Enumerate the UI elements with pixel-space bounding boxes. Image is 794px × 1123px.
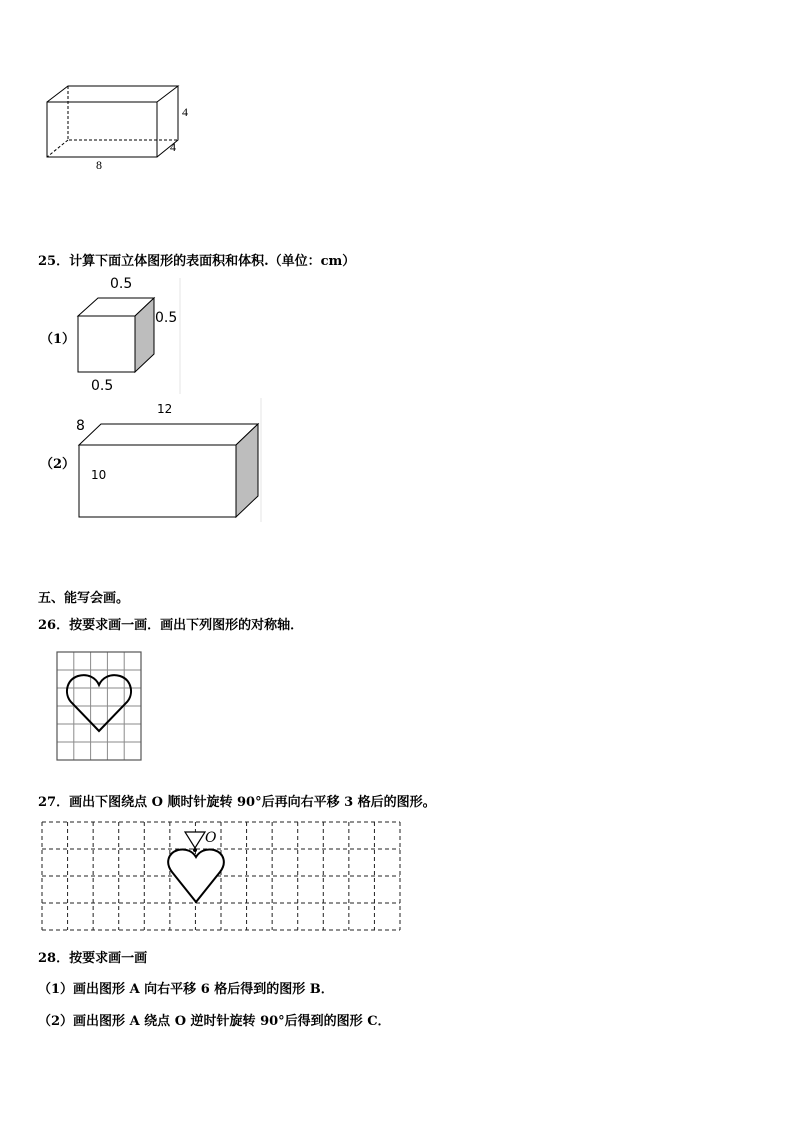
- cube-top-label: 0.5: [110, 276, 133, 292]
- question-26-title: 26．按要求画一画．画出下列图形的对称轴．: [38, 618, 304, 633]
- pivot-triangle-marker: [185, 832, 205, 848]
- cube-bottom-label: 0.5: [91, 378, 114, 394]
- heart-shape-rotate: [168, 849, 224, 902]
- section-5-title: 五、能写会画。: [38, 591, 130, 606]
- dashed-grid: [42, 822, 400, 930]
- prism-depth-label: 8: [76, 418, 85, 434]
- cuboid-length-label: 8: [96, 158, 102, 172]
- question-27-title: 27．画出下图绕点 O 顺时针旋转 90°后再向右平移 3 格后的图形。: [38, 795, 436, 810]
- prism-height-label: 10: [91, 468, 107, 482]
- prism-length-label: 12: [157, 402, 173, 416]
- question-28-title: 28．按要求画一画: [38, 951, 148, 966]
- q25-part1-marker: （1）: [40, 332, 76, 347]
- question-28-item-1: （1）画出图形 A 向右平移 6 格后得到的图形 B．: [38, 982, 334, 997]
- cuboid-depth-label: 4: [170, 140, 176, 154]
- cube-right-label: 0.5: [155, 310, 178, 326]
- point-o: [193, 848, 197, 852]
- point-o-label: O: [205, 830, 217, 846]
- question-28-item-2: （2）画出图形 A 绕点 O 逆时针旋转 90°后得到的图形 C．: [38, 1014, 391, 1029]
- q25-part2-marker: （2）: [40, 457, 76, 472]
- question-25-title: 25．计算下面立体图形的表面积和体积.（单位：cm）: [38, 254, 356, 269]
- cuboid-height-label: 4: [182, 105, 188, 119]
